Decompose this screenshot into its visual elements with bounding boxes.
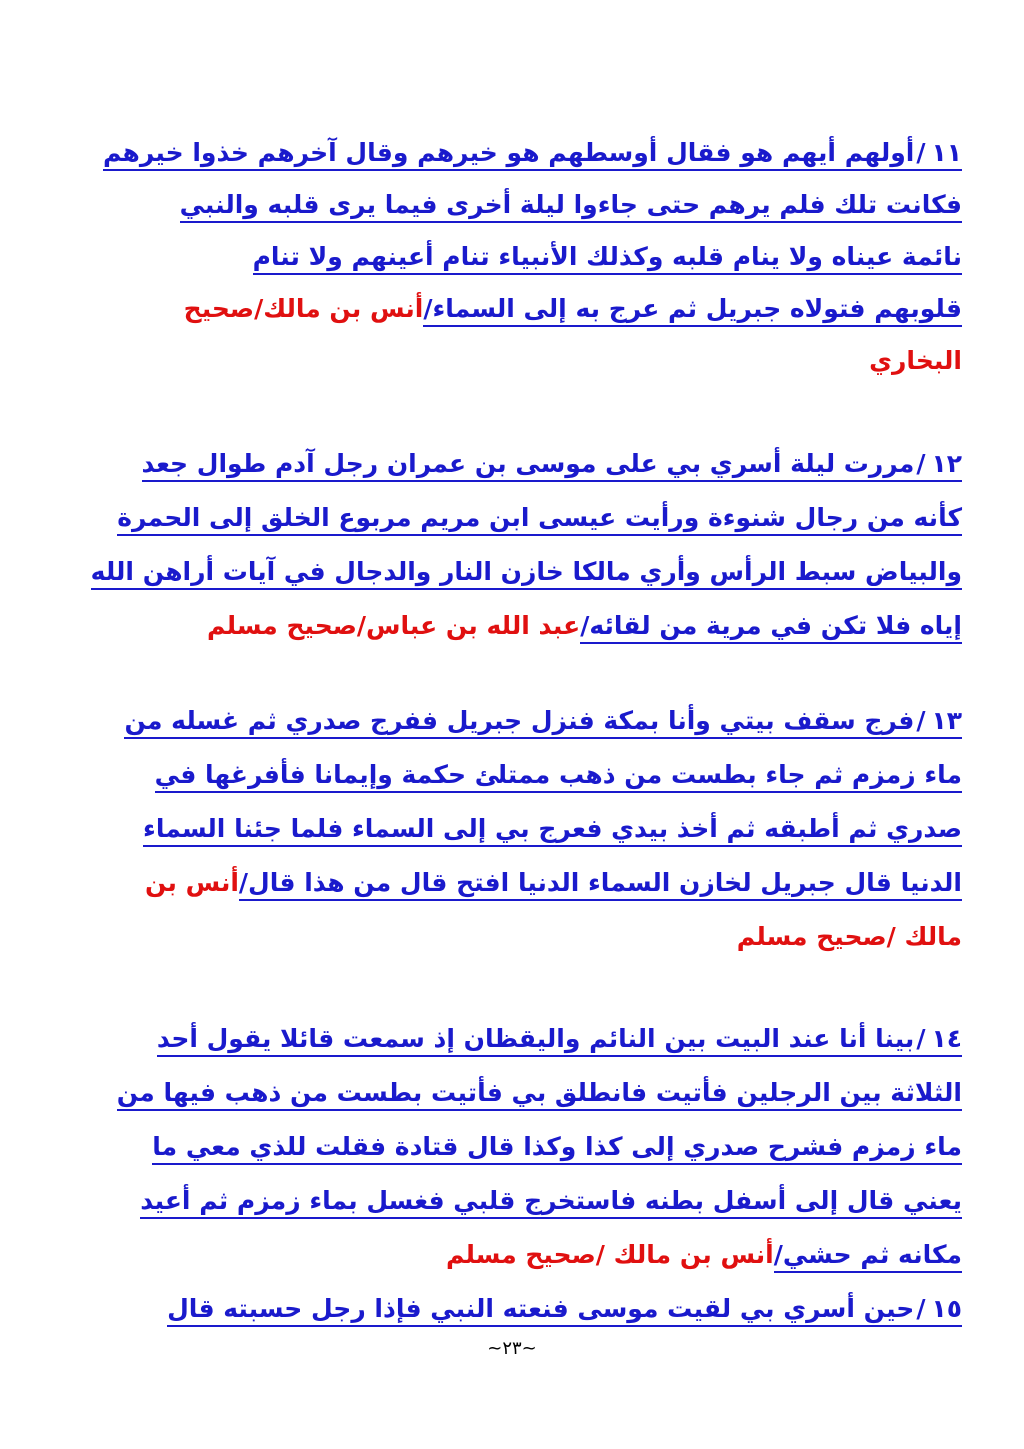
hadith-text: صدري ثم أطبقه ثم أخذ بيدي فعرج بي إلى السماء فلما جئنا السماء	[143, 814, 962, 847]
hadith-text: إياه فلا تكن في مرية من لقائه	[589, 611, 962, 640]
entry-line: الدنيا قال جبريل لخازن السماء الدنيا افتح قال من هذا قال/أنس بن	[64, 859, 962, 913]
hadith-source: مالك /صحيح مسلم	[736, 922, 962, 951]
hadith-entry-14	[64, 1015, 962, 1285]
entry-line	[64, 805, 962, 859]
hadith-text: الدنيا قال جبريل لخازن السماء الدنيا افتح قال من هذا قال	[248, 868, 962, 897]
entry-line: ١٤/بينا أنا عند البيت بين النائم واليقظان إذ سمعت قائلا يقول أحد	[64, 1015, 962, 1069]
entry-line: ١٢/مررت ليلة أسري بي على موسى بن عمران رجل آدم طوال جعد	[64, 440, 962, 494]
hadith-text: يعني قال إلى أسفل بطنه فاستخرج قلبي فغسل بماء زمزم ثم أعيد	[140, 1186, 962, 1219]
hadith-entry-12	[64, 440, 962, 656]
hadith-source: أنس بن	[145, 868, 239, 897]
hadith-text: قلوبهم فتولاه جبريل ثم عرج به إلى السماء	[432, 294, 962, 323]
hadith-text: بينا أنا عند البيت بين النائم واليقظان إذ سمعت قائلا يقول أحد	[156, 1024, 915, 1053]
entry-number: ١٢	[931, 449, 962, 478]
entry-line	[64, 234, 962, 286]
entry-line	[64, 913, 962, 967]
hadith-text: والبياض سبط الرأس وأري مالكا خازن النار والدجال في آيات أراهن الله	[91, 557, 962, 590]
entry-line: إياه فلا تكن في مرية من لقائه/عبد الله بن عباس/صحيح مسلم	[64, 602, 962, 656]
hadith-source: عبد الله بن عباس/صحيح مسلم	[207, 611, 581, 640]
entry-line	[64, 1123, 962, 1177]
hadith-text: نائمة عيناه ولا ينام قلبه وكذلك الأنبياء تنام أعينهم ولا تنام	[253, 242, 962, 275]
hadith-source: البخاري	[869, 346, 962, 375]
entry-number: ١٣	[931, 706, 962, 735]
entry-line: قلوبهم فتولاه جبريل ثم عرج به إلى السماء/أنس بن مالك/صحيح	[64, 286, 962, 338]
entry-number: ١٥	[931, 1294, 962, 1323]
hadith-entry-15	[64, 1285, 962, 1339]
entry-line: ١٥/حين أسري بي لقيت موسى فنعته النبي فإذا رجل حسبته قال	[64, 1285, 962, 1339]
hadith-text: حين أسري بي لقيت موسى فنعته النبي فإذا رجل حسبته قال	[167, 1294, 915, 1323]
hadith-entry-11	[64, 130, 962, 390]
entry-line	[64, 182, 962, 234]
page-number: ~٢٣~	[487, 1338, 537, 1359]
entry-line	[64, 751, 962, 805]
hadith-text: كأنه من رجال شنوءة ورأيت عيسى ابن مريم مربوع الخلق إلى الحمرة	[117, 503, 962, 536]
hadith-text: مكانه ثم حشي	[782, 1240, 962, 1269]
entry-line: مكانه ثم حشي/أنس بن مالك /صحيح مسلم	[64, 1231, 962, 1285]
hadith-text: الثلاثة بين الرجلين فأتيت فانطلق بي فأتيت بطست من ذهب فيها من	[117, 1078, 962, 1111]
entry-line	[64, 338, 962, 390]
entry-number: ١٤	[931, 1024, 962, 1053]
entry-line	[64, 548, 962, 602]
entry-line: ١٣/فرج سقف بيتي وأنا بمكة فنزل جبريل ففرج صدري ثم غسله من	[64, 697, 962, 751]
entry-number: ١١	[931, 138, 962, 167]
entry-line	[64, 1177, 962, 1231]
hadith-source: أنس بن مالك /صحيح مسلم	[445, 1240, 774, 1269]
hadith-source: أنس بن مالك/صحيح	[183, 294, 424, 323]
entry-line: ١١/أولهم أيهم هو فقال أوسطهم هو خيرهم وقال آخرهم خذوا خيرهم	[64, 130, 962, 182]
hadith-text: فرج سقف بيتي وأنا بمكة فنزل جبريل ففرج صدري ثم غسله من	[124, 706, 915, 735]
hadith-text: مررت ليلة أسري بي على موسى بن عمران رجل آدم طوال جعد	[141, 449, 915, 478]
hadith-entry-13	[64, 697, 962, 967]
entry-line	[64, 1069, 962, 1123]
hadith-text: ماء زمزم فشرح صدري إلى كذا وكذا قال قتادة فقلت للذي معي ما	[152, 1132, 962, 1165]
entry-line	[64, 494, 962, 548]
hadith-text: أولهم أيهم هو فقال أوسطهم هو خيرهم وقال آخرهم خذوا خيرهم	[102, 138, 915, 167]
hadith-text: ماء زمزم ثم جاء بطست من ذهب ممتلئ حكمة وإيمانا فأفرغها في	[155, 760, 962, 793]
hadith-text: فكانت تلك فلم يرهم حتى جاءوا ليلة أخرى فيما يرى قلبه والنبي	[180, 190, 962, 223]
